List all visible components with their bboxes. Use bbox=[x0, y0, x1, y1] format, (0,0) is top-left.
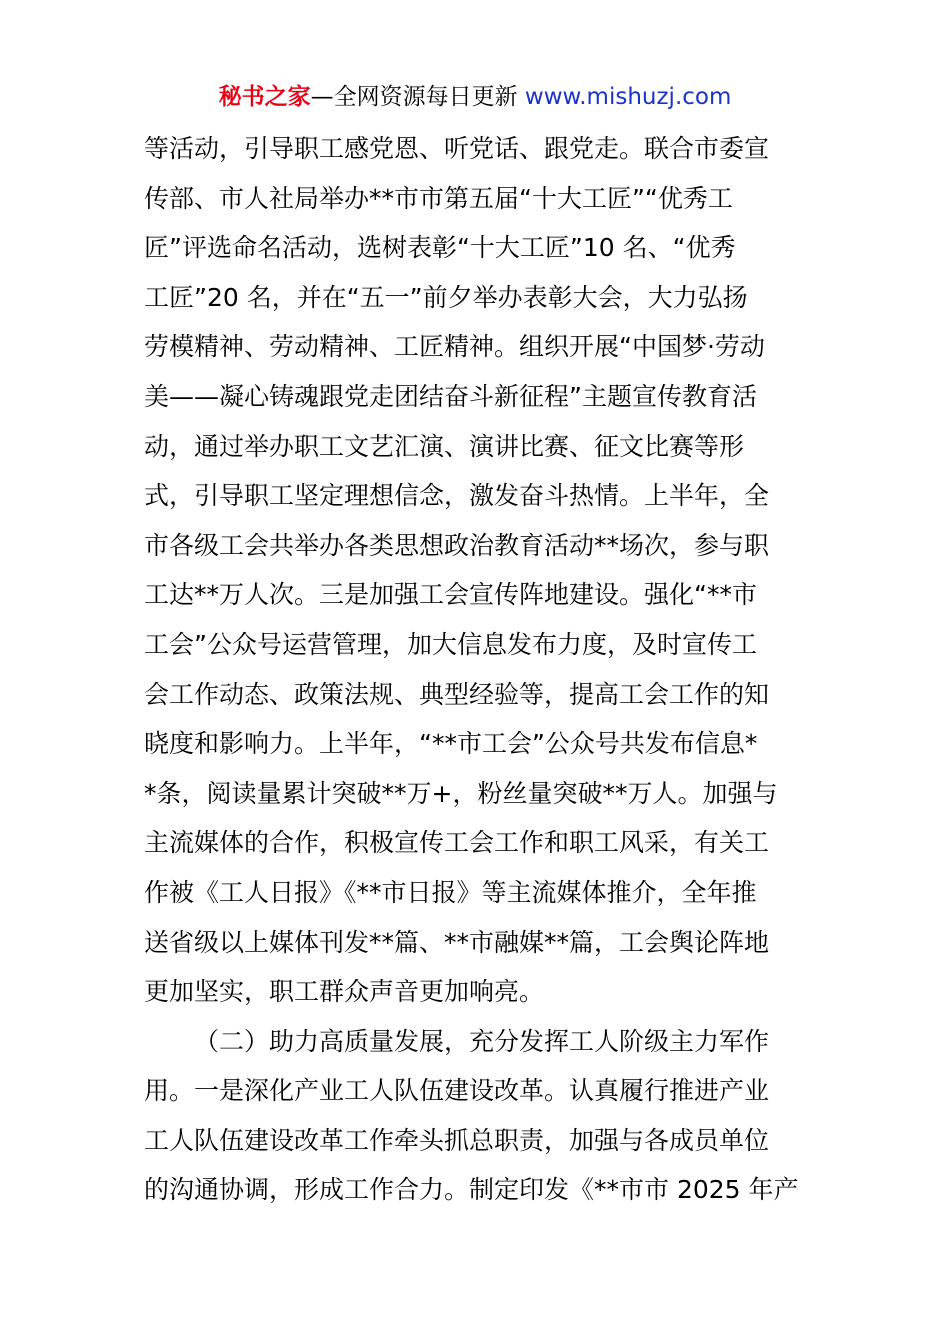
text-line: 会工作动态、政策法规、典型经验等，提高工会工作的知 bbox=[144, 679, 770, 709]
text-line: 主流媒体的合作，积极宣传工会工作和职工风采，有关工 bbox=[144, 828, 770, 858]
header-tagline: —全网资源每日更新 bbox=[310, 84, 525, 110]
text-line: 更加坚实，职工群众声音更加响亮。 bbox=[144, 977, 545, 1007]
text-line: 工人队伍建设改革工作牵头抓总职责，加强与各成员单位 bbox=[144, 1125, 770, 1155]
brand-name: 秘书之家 bbox=[218, 84, 311, 110]
site-header bbox=[0, 80, 950, 114]
text-line: 式，引导职工坚定理想信念，激发奋斗热情。上半年，全 bbox=[144, 481, 770, 511]
text-line: 送省级以上媒体刊发**篇、**市融媒**篇，工会舆论阵地 bbox=[144, 927, 770, 957]
text-line: 作被《工人日报》《**市日报》等主流媒体推介，全年推 bbox=[144, 877, 757, 907]
site-url[interactable]: www.mishuzj.com bbox=[524, 84, 732, 110]
text-line: *条，阅读量累计突破**万+，粉丝量突破**万人。加强与 bbox=[144, 778, 778, 808]
text-line: 市各级工会共举办各类思想政治教育活动**场次，参与职 bbox=[144, 530, 770, 560]
text-line: 晓度和影响力。上半年，“**市工会”公众号共发布信息* bbox=[144, 729, 758, 759]
section-heading-line: （二）助力高质量发展，充分发挥工人阶级主力军作 bbox=[194, 1026, 770, 1056]
text-line: 工会”公众号运营管理，加大信息发布力度，及时宣传工 bbox=[144, 629, 757, 659]
text-line: 匠”评选命名活动，选树表彰“十大工匠”10 名、“优秀 bbox=[144, 233, 736, 263]
text-line: 传部、市人社局举办**市市第五届“十大工匠”“优秀工 bbox=[144, 183, 733, 213]
text-line: 劳模精神、劳动精神、工匠精神。组织开展“中国梦·劳动 bbox=[144, 332, 765, 362]
text-line: 的沟通协调，形成工作合力。制定印发《**市市 2025 年产 bbox=[144, 1175, 799, 1205]
document-body bbox=[144, 124, 808, 1215]
text-line: 用。一是深化产业工人队伍建设改革。认真履行推进产业 bbox=[144, 1076, 770, 1106]
text-line: 动，通过举办职工文艺汇演、演讲比赛、征文比赛等形 bbox=[144, 431, 745, 461]
text-line: 工达**万人次。三是加强工会宣传阵地建设。强化“**市 bbox=[144, 580, 757, 610]
text-line: 美——凝心铸魂跟党走团结奋斗新征程”主题宣传教育活 bbox=[144, 381, 757, 411]
text-line: 工匠”20 名，并在“五一”前夕举办表彰大会，大力弘扬 bbox=[144, 282, 748, 312]
text-line: 等活动，引导职工感党恩、听党话、跟党走。联合市委宣 bbox=[144, 134, 770, 163]
